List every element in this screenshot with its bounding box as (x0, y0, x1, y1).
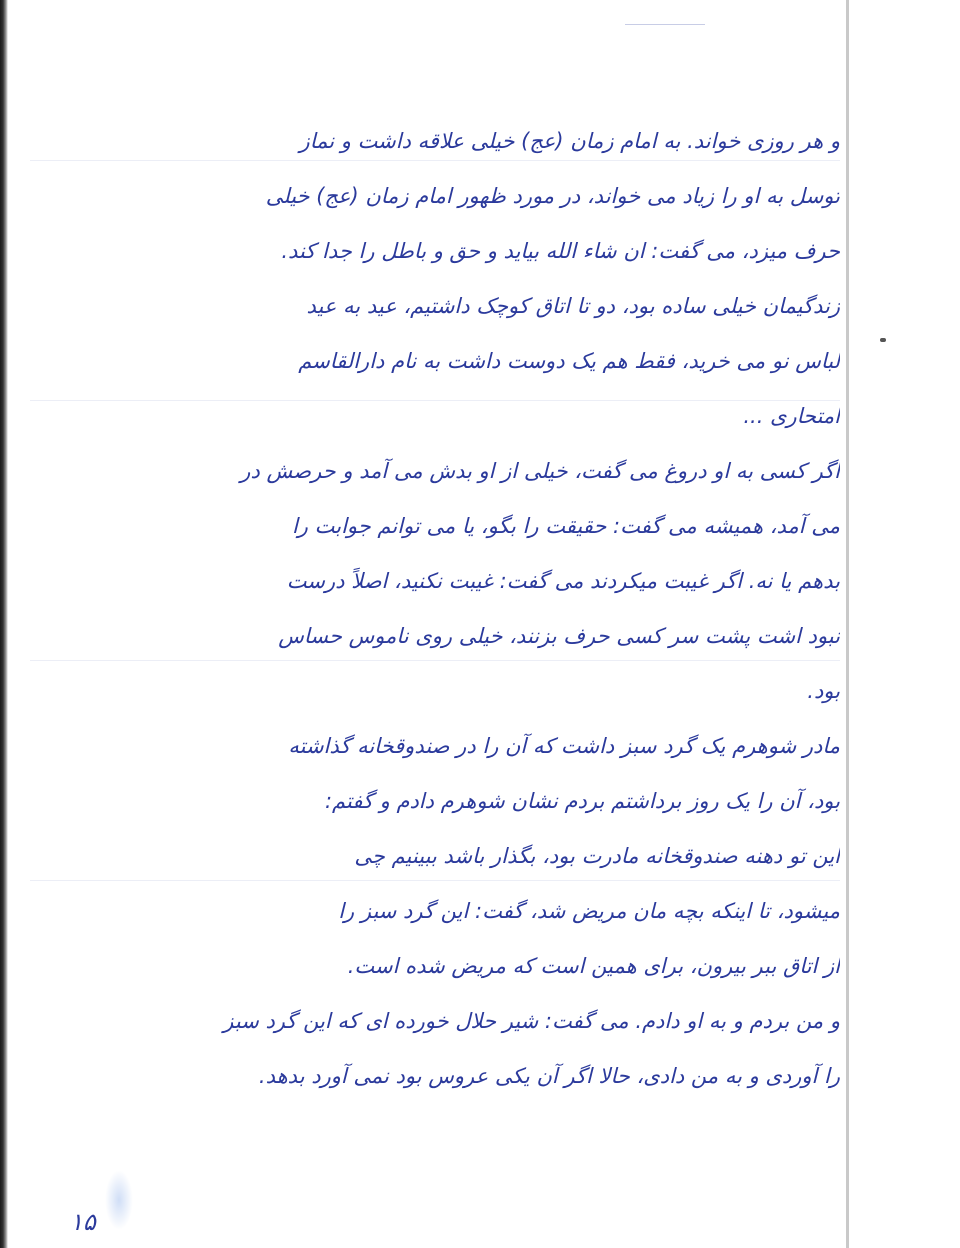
text-line: اگر کسی به او دروغ می گفت، خیلی از او بدش می آمد و حرصش در (240, 459, 840, 483)
text-line: می آمد، همیشه می گفت: حقیقت را بگو، یا می توانم جوابت را (291, 514, 840, 538)
text-line: حرف میزد، می گفت: ان شاء الله بیاید و حق و باطل را جدا کند. (281, 239, 840, 263)
text-line: بود. (807, 679, 840, 703)
dust-speck (880, 338, 886, 342)
text-line: لباس نو می خرید، فقط هم یک دوست داشت به نام دارالقاسم (298, 349, 840, 373)
text-line: و هر روزی خواند. به امام زمان (عج) خیلی علاقه داشت و نماز (299, 129, 840, 153)
text-line: مادر شوهرم یک گرد سبز داشت که آن را در صندوقخانه گذاشته (288, 734, 840, 758)
text-line: زندگیمان خیلی ساده بود، دو تا اتاق کوچک داشتیم، عید به عید (306, 294, 840, 318)
ink-stain (105, 1170, 133, 1230)
text-line: از اتاق ببر بیرون، برای همین است که مریض شده است. (347, 954, 840, 978)
text-line: نبود اشت پشت سر کسی حرف بزنند، خیلی روی ناموس حساس (278, 624, 840, 648)
text-line: بدهم یا نه. اگر غیبت میکردند می گفت: غیبت نکنید، اصلاً درست (286, 569, 840, 593)
page-number: ۱۵ (70, 1208, 96, 1236)
text-line: این تو دهنه صندوقخانه مادرت بود، بگذار باشد ببینیم چی (354, 844, 840, 868)
handwritten-text (40, 114, 840, 1104)
page-left-edge (0, 0, 8, 1248)
text-line: توسل به او را زیاد می خواند، در مورد ظهور امام زمان (عج) خیلی (265, 184, 840, 208)
text-line: را آوردی و به من دادی، حالا اگر آن یکی عروس بود نمی آورد بدهد. (258, 1064, 840, 1088)
text-line: میشود، تا اینکه بچه مان مریض شد، گفت: این گرد سبز را (338, 899, 840, 923)
text-line: امتحاری ... (743, 404, 840, 428)
scanner-margin (849, 0, 960, 1248)
text-line: بود، آن را یک روز برداشتم بردم نشان شوهرم دادم و گفتم: (324, 789, 840, 813)
text-line: و من بردم و به او دادم. می گفت: شیر حلال خورده ای که این گرد سبز (223, 1009, 840, 1033)
top-scribble (625, 18, 705, 25)
